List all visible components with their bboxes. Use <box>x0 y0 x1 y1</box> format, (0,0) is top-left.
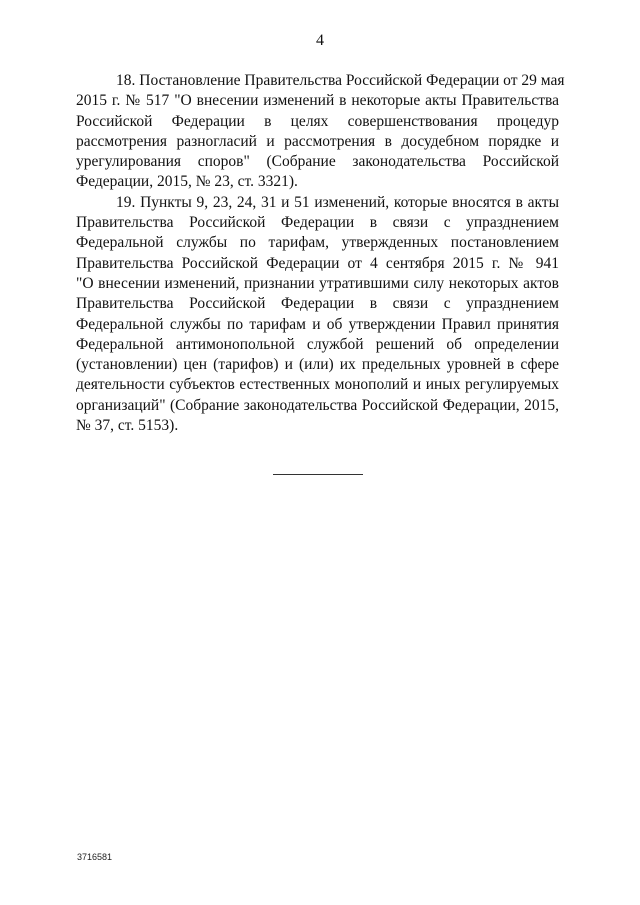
text-line: № 37, ст. 5153). <box>76 417 179 435</box>
text-line: "О внесении изменений, признании утратившими силу некоторых актов <box>76 274 559 292</box>
text-line: рассмотрения разногласий и рассмотрения в досудебном порядке и <box>76 132 559 150</box>
list-item-18 <box>76 71 565 193</box>
document-body <box>76 71 565 436</box>
end-divider <box>273 474 363 475</box>
text-line: Правительства Российской Федерации в связи с упразднением <box>76 295 559 313</box>
text-line: Федеральной службы по тарифам, утвержденных постановлением <box>76 234 559 252</box>
text-line: Федеральной службы по тарифам и об утверждении Правил принятия <box>76 315 559 333</box>
text-line: Федеральной антимонопольной службой решений об определении <box>76 335 559 353</box>
text-line: Федерации, 2015, № 23, ст. 3321). <box>76 173 298 191</box>
document-code: 3716581 <box>77 852 113 862</box>
text-line: Правительства Российской Федерации в связи с упразднением <box>76 214 559 232</box>
text-line: 19. Пункты 9, 23, 24, 31 и 51 изменений, которые вносятся в акты <box>116 193 559 211</box>
text-line: урегулирования споров" (Собрание законодательства Российской <box>76 153 559 171</box>
text-line: 18. Постановление Правительства Российской Федерации от 29 мая <box>116 72 565 89</box>
list-item-19 <box>76 193 559 437</box>
text-line: 2015 г. № 517 "О внесении изменений в некоторые акты Правительства <box>76 92 559 110</box>
page-number: 4 <box>316 32 324 49</box>
text-line: Правительства Российской Федерации от 4 сентября 2015 г. № 941 <box>76 254 559 272</box>
text-line: организаций" (Собрание законодательства Российской Федерации, 2015, <box>76 396 559 414</box>
text-line: (установлении) цен (тарифов) и (или) их предельных уровней в сфере <box>76 356 559 374</box>
text-line: Российской Федерации в целях совершенствования процедур <box>76 112 559 130</box>
text-line: деятельности субъектов естественных монополий и иных регулируемых <box>76 376 559 394</box>
